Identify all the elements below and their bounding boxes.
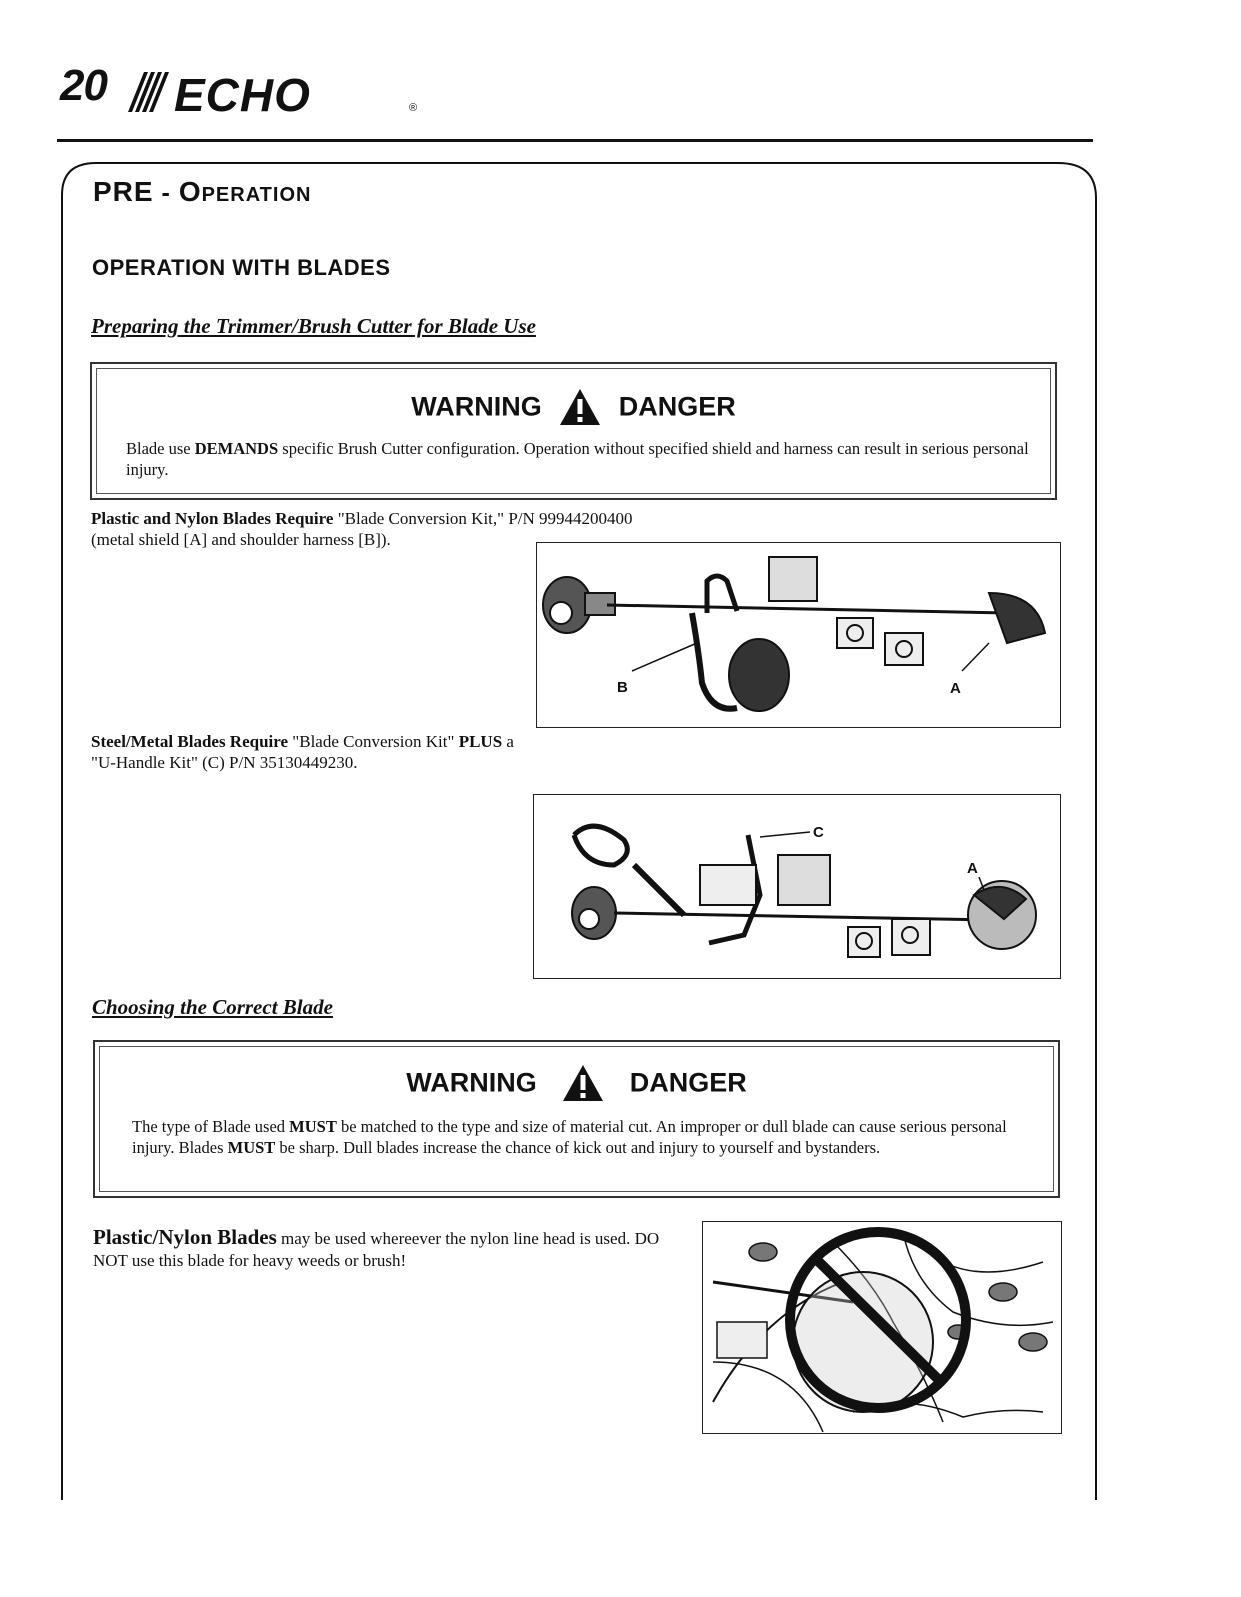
section-title-part1: PRE — [93, 176, 154, 207]
heading-choosing: Choosing the Correct Blade — [92, 995, 333, 1019]
label-b: B — [617, 679, 628, 696]
engine-icon — [572, 887, 616, 939]
warning-label: WARNING — [411, 391, 542, 422]
harness-icon — [574, 826, 627, 865]
danger-label: DANGER — [618, 391, 736, 422]
subsection-title: OPERATION WITH BLADES — [92, 255, 391, 280]
trimmer-u-handle-illustration — [533, 794, 1061, 979]
section-title-separator: - — [161, 179, 171, 207]
steel-metal-lead: Steel/Metal Blades Require — [91, 732, 289, 751]
warning-text: The type of Blade used MUST be matched to the type and size of material cut. An improper or dull blade can cause serious personal injury. Blades MUST be sharp. Dull blades increase the chance of kick out and injury to yourself and bystanders. — [132, 1117, 1007, 1157]
heading-preparing: Preparing the Trimmer/Brush Cutter for Blade Use — [91, 314, 536, 338]
warning-label: WARNING — [406, 1067, 537, 1098]
warning-title — [92, 388, 1055, 426]
warning-triangle-icon — [554, 1064, 612, 1102]
brand-name: ECHO — [174, 69, 311, 120]
manual-icon — [769, 557, 817, 601]
metal-shield-icon — [989, 593, 1045, 643]
plastic-nylon-blades-text: Plastic/Nylon Blades may be used whereever the nylon line head is used. DO NOT use this blade for heavy weeds or brush! — [93, 1225, 660, 1270]
label-a: A — [967, 860, 978, 877]
label-a: A — [950, 680, 961, 697]
plastic-nylon-blades-lead: Plastic/Nylon Blades — [93, 1225, 277, 1249]
registered-mark: ® — [409, 102, 418, 114]
warning-box-choosing — [93, 1040, 1060, 1198]
section-title-part2: Operation — [178, 176, 312, 207]
section-title — [93, 176, 311, 208]
warning-box-preparing — [90, 362, 1057, 500]
engine-icon — [543, 577, 615, 633]
warning-text: Blade use DEMANDS specific Brush Cutter configuration. Operation without specified shield and harness can result in serious personal injury. — [126, 439, 1029, 479]
steel-metal-requirement: Steel/Metal Blades Require "Blade Conversion Kit" PLUS a "U-Handle Kit" (C) P/N 35130449230. — [91, 732, 514, 772]
plastic-nylon-requirement: Plastic and Nylon Blades Require "Blade Conversion Kit," P/N 99944200400 (metal shield [A] and shoulder harness [B]). — [91, 509, 633, 549]
plastic-nylon-lead: Plastic and Nylon Blades Require — [91, 509, 334, 528]
label-c: C — [813, 824, 824, 841]
no-heavy-brush-illustration — [702, 1221, 1062, 1434]
warning-title — [95, 1064, 1058, 1102]
manual-icon — [778, 855, 830, 905]
trimmer-harness-illustration — [536, 542, 1061, 728]
harness-pad-icon — [729, 639, 789, 711]
danger-label: DANGER — [629, 1067, 747, 1098]
warning-triangle-icon — [559, 388, 601, 426]
page-number: 20 — [60, 61, 107, 110]
